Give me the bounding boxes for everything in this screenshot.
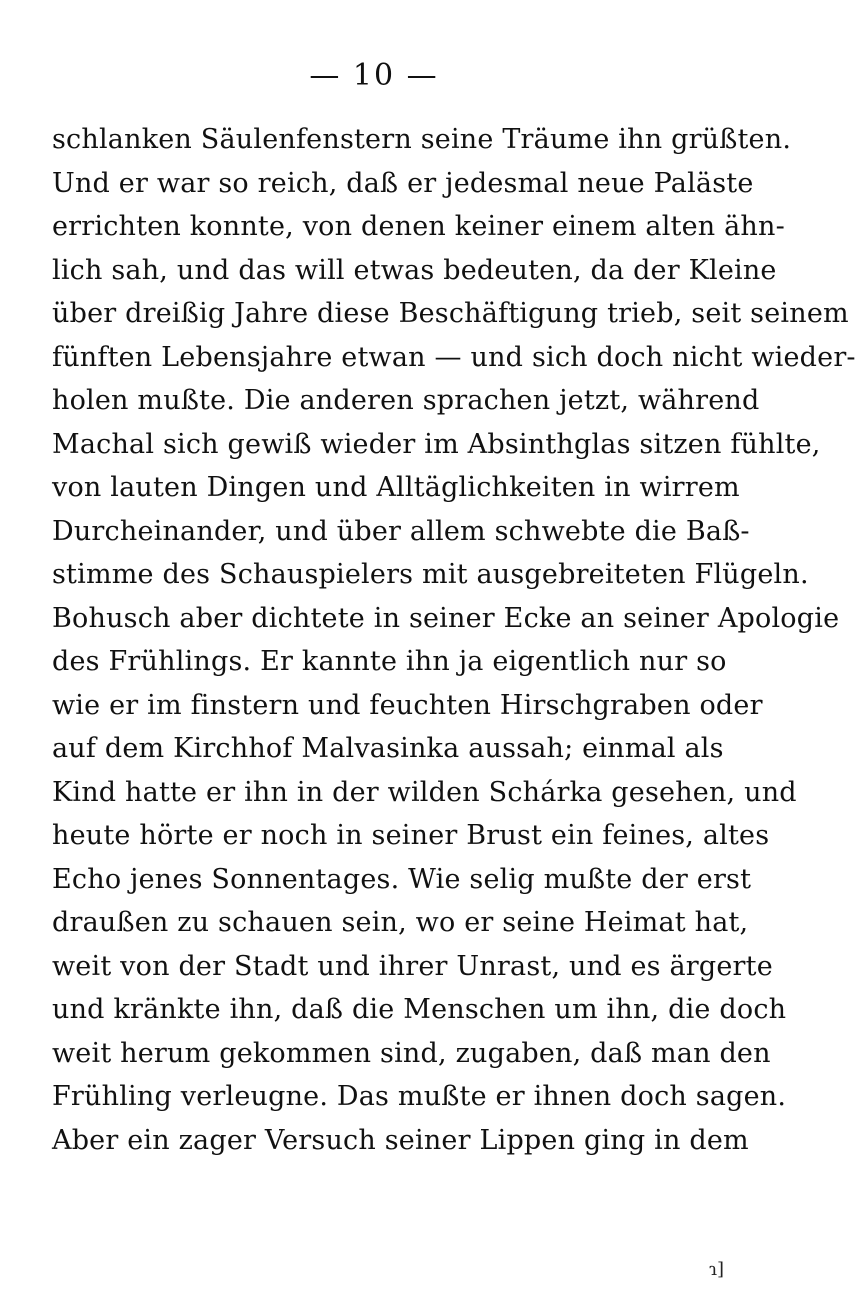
text-line: Machal sich gewiß wieder im Absinthglas sitzen fühlte, <box>52 428 821 460</box>
page-number: — 10 — <box>309 58 439 93</box>
text-line: Kind hatte er ihn in der wilden Schárka gesehen, und <box>52 776 797 808</box>
text-line: Frühling verleugne. Das mußte er ihnen doch sagen. <box>52 1081 787 1112</box>
text-line: lich sah, und das will etwas bedeuten, da der Kleine <box>52 254 777 286</box>
text-line: holen mußte. Die anderen sprachen jetzt, während <box>52 385 760 416</box>
text-line: des Frühlings. Er kannte ihn ja eigentlich nur so <box>52 646 727 677</box>
body-text <box>52 118 856 1162</box>
text-line: über dreißig Jahre diese Beschäftigung trieb, seit seinem <box>52 298 849 329</box>
text-line: wie er im finstern und feuchten Hirschgraben oder <box>52 689 763 721</box>
text-line: fünften Lebensjahre etwan — und sich doch nicht wieder- <box>52 341 856 373</box>
text-line: Durcheinander, und über allem schwebte die Baß- <box>52 515 750 547</box>
text-line: und kränkte ihn, daß die Menschen um ihn, die doch <box>52 994 787 1025</box>
text-line: Und er war so reich, daß er jedesmal neue Paläste <box>52 167 754 199</box>
text-line: Bohusch aber dichtete in seiner Ecke an seiner Apologie <box>52 602 840 634</box>
text-line: heute hörte er noch in seiner Brust ein feines, altes <box>52 820 770 851</box>
text-line: von lauten Dingen und Alltäglichkeiten in wirrem <box>52 472 740 503</box>
text-line: stimme des Schauspielers mit ausgebreiteten Flügeln. <box>52 559 809 590</box>
text-line: Echo jenes Sonnentages. Wie selig mußte der erst <box>52 863 752 895</box>
text-line: errichten konnte, von denen keiner einem alten ähn- <box>52 211 785 242</box>
text-line: weit herum gekommen sind, zugaben, daß man den <box>52 1037 771 1069</box>
text-line: auf dem Kirchhof Malvasinka aussah; einmal als <box>52 733 724 764</box>
text-line: weit von der Stadt und ihrer Unrast, und es ärgerte <box>52 950 773 982</box>
text-line: draußen zu schauen sein, wo er seine Heimat hat, <box>52 907 749 938</box>
text-line: schlanken Säulenfenstern seine Träume ihn grüßten. <box>52 124 792 155</box>
printer-signature-mark: ɿ] <box>708 1259 724 1280</box>
text-line: Aber ein zager Versuch seiner Lippen ging in dem <box>52 1124 749 1156</box>
